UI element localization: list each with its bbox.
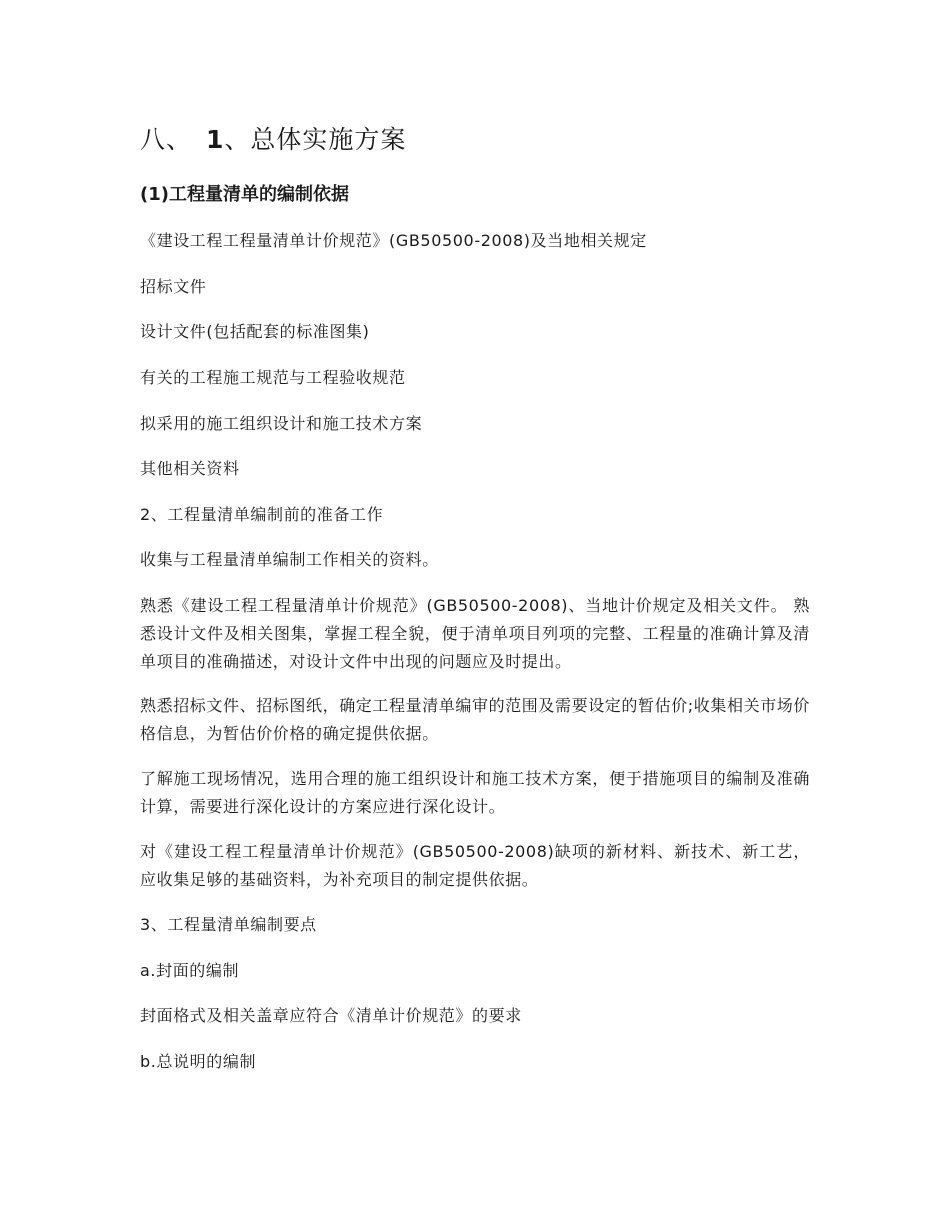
section-heading [140,120,406,156]
subsection-open: ( [140,184,149,205]
subsection-title: )工程量清单的编制依据 [160,184,349,205]
paragraph: 封面格式及相关盖章应符合《清单计价规范》的要求 [140,1006,522,1025]
paragraph: 熟悉招标文件、招标图纸，确定工程量清单编审的范围及需要设定的暂估价;收集相关市场价格信息，为暂估价价格的确定提供依据。 [140,696,810,743]
paragraph: 对《建设工程工程量清单计价规范》(GB50500-2008)缺项的新材料、新技术、新工艺，应收集足够的基础资料，为补充项目的制定提供依据。 [140,842,810,889]
subsection-number: 1 [148,184,161,205]
paragraph: 2、工程量清单编制前的准备工作 [140,505,384,524]
paragraph: 设计文件(包括配套的标准图集) [140,322,370,341]
section-number: 1 [206,125,225,154]
section-prefix: 八、 [140,125,193,154]
paragraph: 《建设工程工程量清单计价规范》(GB50500-2008)及当地相关规定 [140,231,647,250]
paragraph: 有关的工程施工规范与工程验收规范 [140,368,406,387]
paragraph: a.封面的编制 [140,961,240,980]
paragraph: b.总说明的编制 [140,1052,257,1071]
paragraph: 其他相关资料 [140,459,240,478]
paragraph: 3、工程量清单编制要点 [140,915,317,934]
paragraph: 拟采用的施工组织设计和施工技术方案 [140,414,423,433]
paragraph: 收集与工程量清单编制工作相关的资料。 [140,550,439,569]
section-title: 、总体实施方案 [224,125,407,154]
subsection-heading [140,180,349,206]
paragraph: 招标文件 [140,277,207,296]
paragraph: 了解施工现场情况，选用合理的施工组织设计和施工技术方案，便于措施项目的编制及准确计算，需要进行深化设计的方案应进行深化设计。 [140,769,810,816]
paragraph: 熟悉《建设工程工程量清单计价规范》(GB50500-2008)、当地计价规定及相关文件。 熟悉设计文件及相关图集，掌握工程全貌，便于清单项目列项的完整、工程量的准确计算及清单项目的准确描述，对设计文件中出现的问题应及时提出。 [140,596,810,671]
